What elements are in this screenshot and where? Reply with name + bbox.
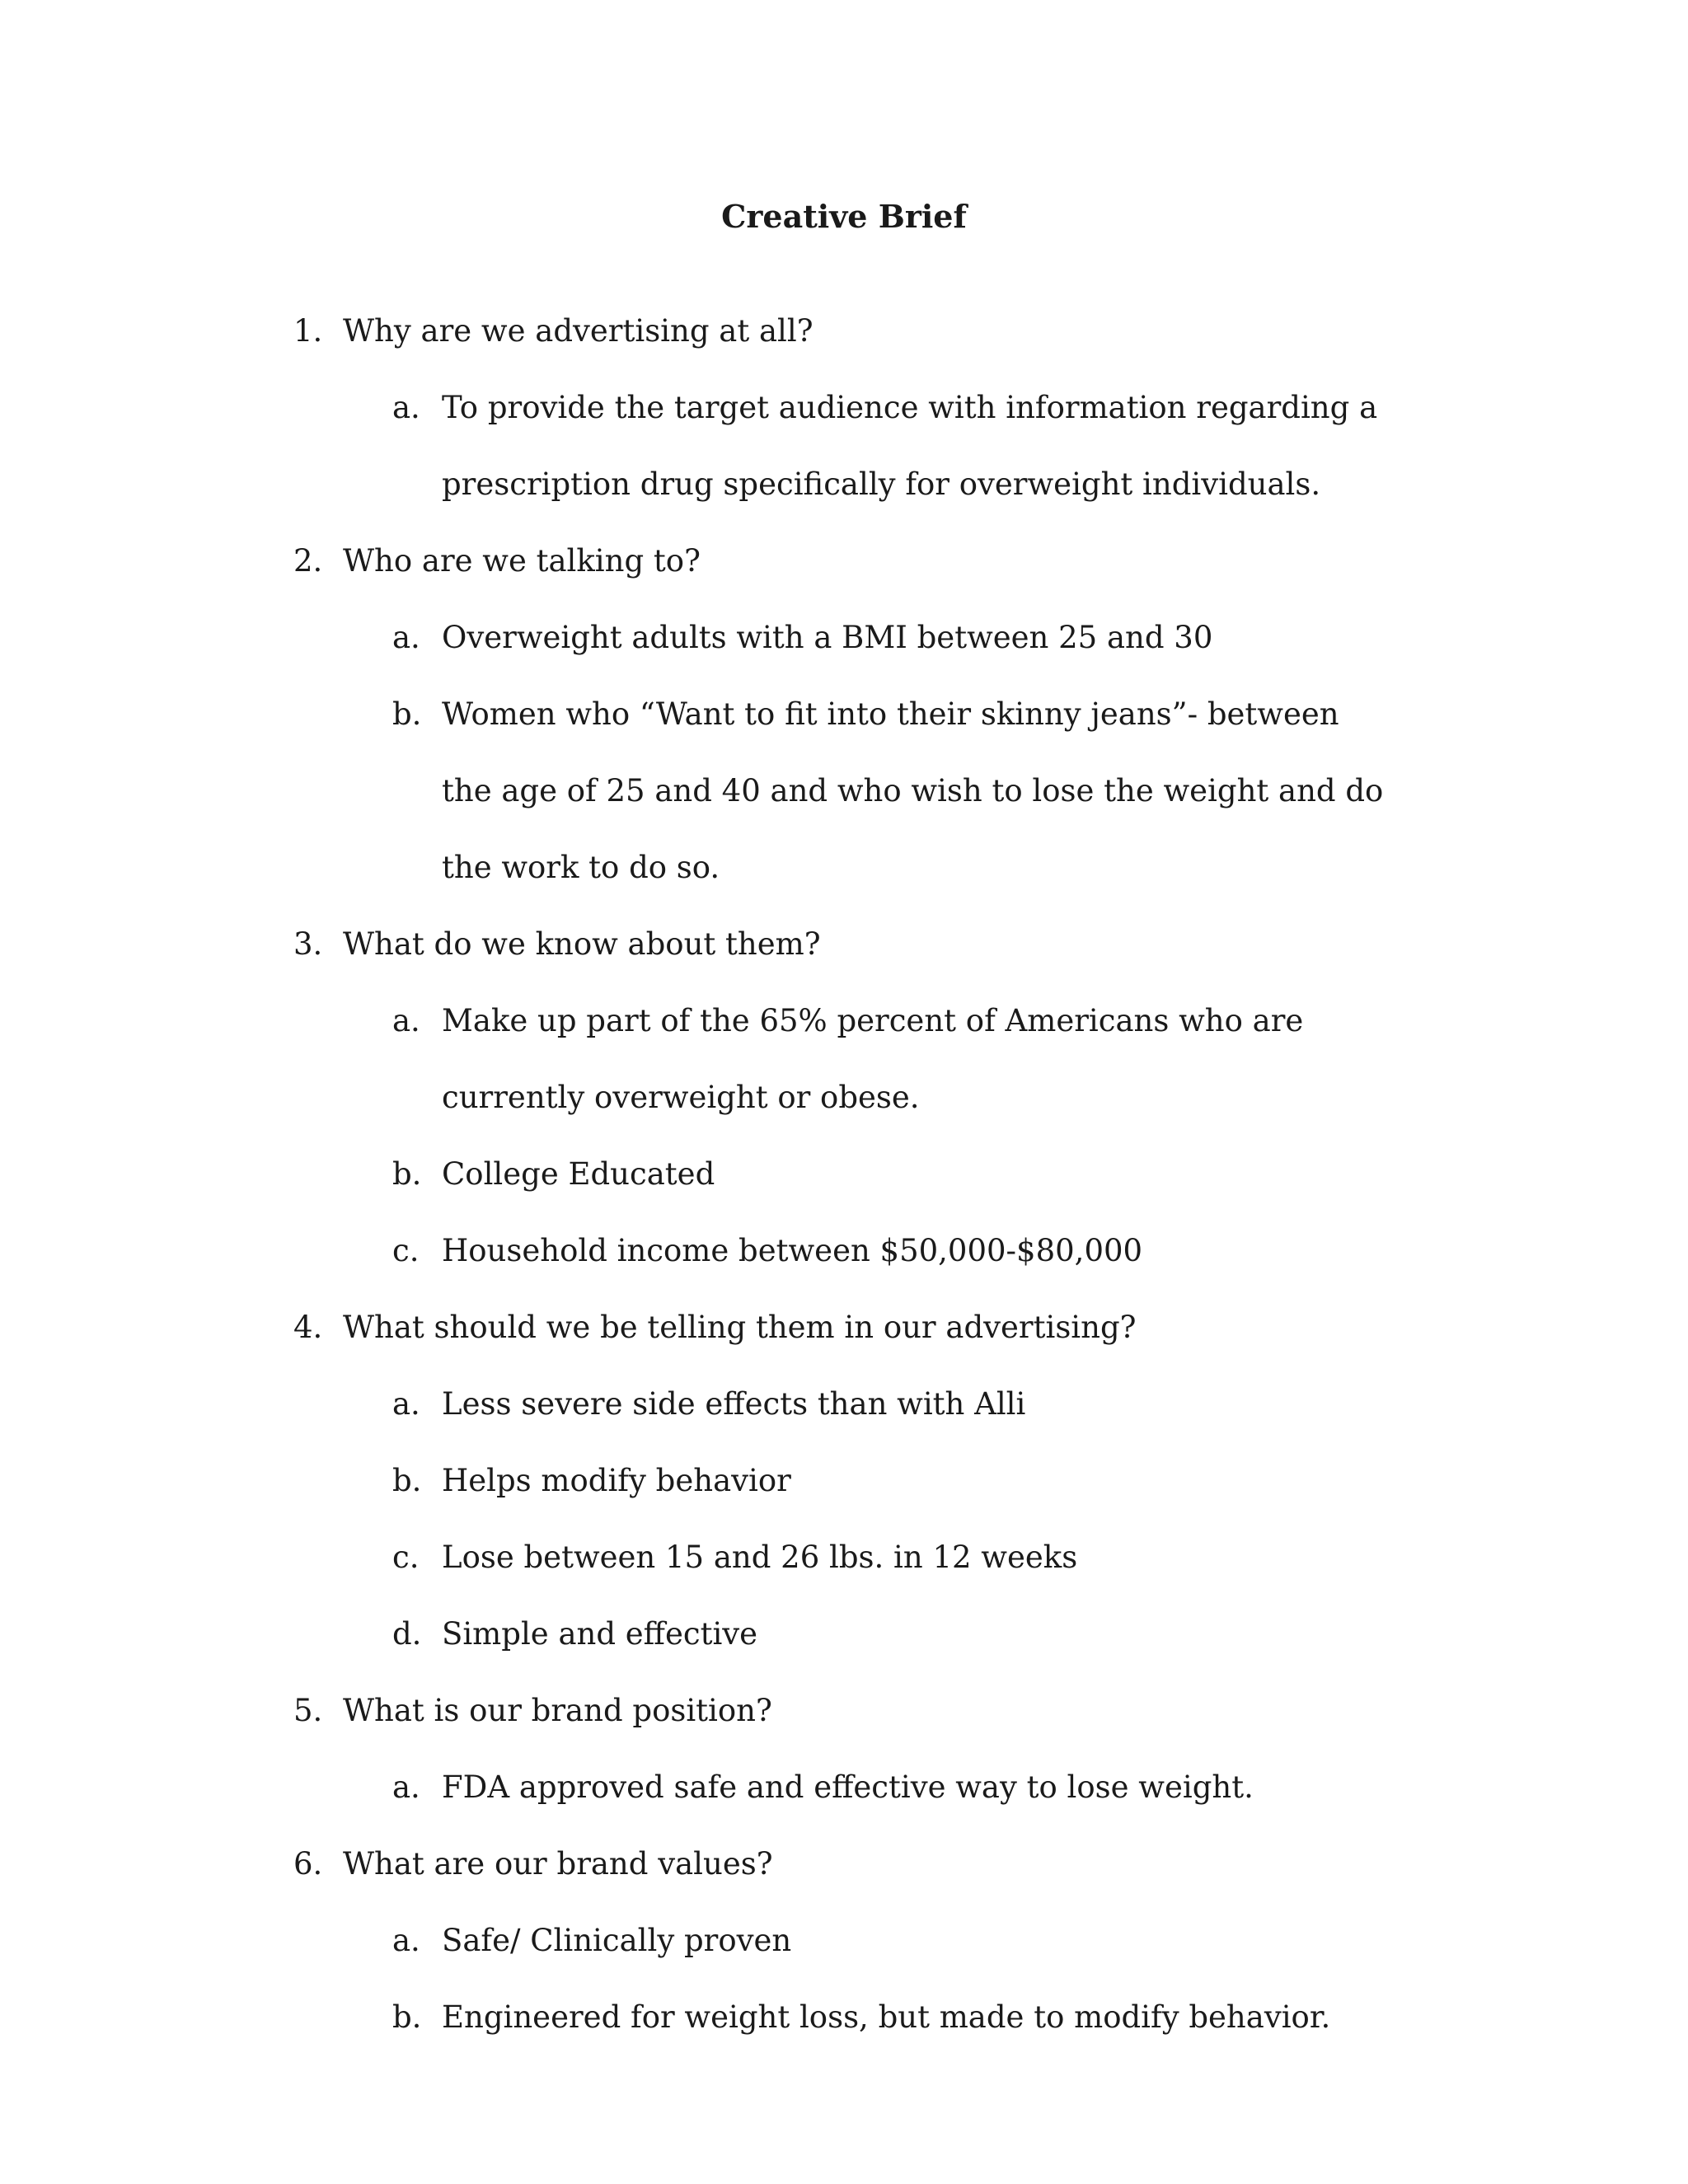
answer-list: [293, 1366, 1447, 1689]
answer-item: [392, 1212, 1447, 1305]
answer-text: Women who “Want to fit into their skinny jeans”- between the age of 25 and 40 and who wish to lose the weight and do the work to do so.: [442, 696, 1384, 885]
answer-text: Engineered for weight loss, but made to modify behavior.: [442, 1999, 1331, 2035]
answer-item: [392, 369, 1447, 539]
answer-text: Safe/ Clinically proven: [442, 1923, 792, 1958]
question-text: Why are we advertising at all?: [343, 313, 814, 349]
answer-letter: b.: [392, 696, 422, 732]
question-item: [293, 539, 1447, 922]
answer-letter: a.: [392, 620, 420, 655]
question-item: [293, 309, 1447, 539]
answer-text: FDA approved safe and effective way to lose weight.: [442, 1769, 1254, 1805]
answer-item: [392, 1979, 1447, 2072]
answer-letter: a.: [392, 1386, 420, 1422]
question-item: [293, 1305, 1447, 1689]
answer-text: College Educated: [442, 1156, 715, 1192]
answer-text: Helps modify behavior: [442, 1463, 791, 1498]
question-text: What is our brand position?: [343, 1693, 772, 1728]
answer-item: [392, 982, 1447, 1152]
question-item: [293, 1842, 1447, 2072]
question-number: 5.: [293, 1693, 323, 1728]
answer-letter: a.: [392, 1923, 420, 1958]
answer-letter: b.: [392, 1463, 422, 1498]
answer-text: Lose between 15 and 26 lbs. in 12 weeks: [442, 1540, 1078, 1575]
answer-list: [293, 369, 1447, 539]
question-item: [293, 1689, 1447, 1842]
answer-list: [293, 1749, 1447, 1842]
question-item: [293, 922, 1447, 1305]
answer-letter: c.: [392, 1233, 420, 1268]
document-title: Creative Brief: [721, 198, 967, 235]
answer-text: To provide the target audience with information regarding a prescription drug specifically for overweight individuals.: [442, 390, 1378, 502]
answer-item: [392, 676, 1447, 922]
question-text: What should we be telling them in our advertising?: [343, 1310, 1137, 1345]
question-number: 3.: [293, 926, 323, 962]
question-list: [293, 309, 1447, 2072]
question-number: 4.: [293, 1310, 323, 1345]
question-text: What are our brand values?: [343, 1846, 773, 1882]
answer-list: [293, 599, 1447, 922]
question-number: 2.: [293, 543, 323, 579]
answer-letter: a.: [392, 1003, 420, 1038]
answer-text: Overweight adults with a BMI between 25 and 30: [442, 620, 1213, 655]
question-number: 6.: [293, 1846, 323, 1882]
answer-letter: d.: [392, 1616, 422, 1652]
answer-text: Simple and effective: [442, 1616, 758, 1652]
answer-text: Less severe side effects than with Alli: [442, 1386, 1026, 1422]
answer-letter: a.: [392, 390, 420, 425]
answer-item: [392, 1596, 1447, 1689]
answer-text: Household income between $50,000-$80,000: [442, 1233, 1143, 1268]
question-text: Who are we talking to?: [343, 543, 701, 579]
answer-letter: b.: [392, 1999, 422, 2035]
answer-item: [392, 1749, 1447, 1842]
answer-letter: b.: [392, 1156, 422, 1192]
question-text: What do we know about them?: [343, 926, 821, 962]
answer-list: [293, 982, 1447, 1305]
answer-letter: c.: [392, 1540, 420, 1575]
answer-list: [293, 1902, 1447, 2072]
answer-text: Make up part of the 65% percent of Americans who are currently overweight or obese.: [442, 1003, 1304, 1115]
question-number: 1.: [293, 313, 323, 349]
answer-letter: a.: [392, 1769, 420, 1805]
